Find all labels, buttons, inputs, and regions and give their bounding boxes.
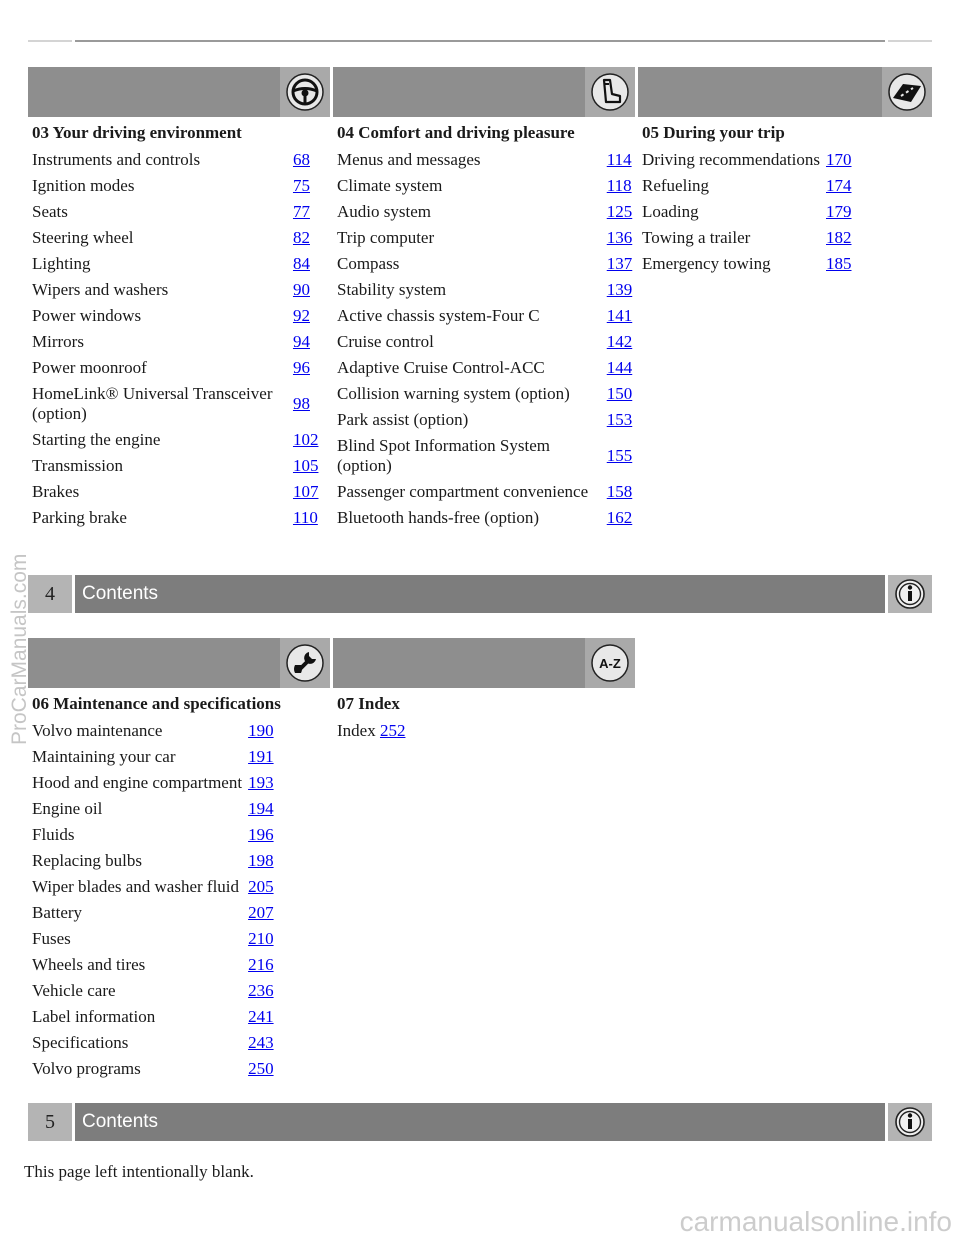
chapter-05-toc <box>642 147 852 277</box>
toc-page-link[interactable]: 241 <box>248 1007 274 1026</box>
toc-page-cell <box>607 173 633 199</box>
toc-page-link[interactable]: 102 <box>292 430 319 449</box>
toc-page-cell <box>293 277 328 303</box>
toc-row <box>32 303 328 329</box>
toc-row <box>32 796 274 822</box>
page-number: 5 <box>28 1103 72 1141</box>
toc-page-link[interactable]: 84 <box>292 254 310 273</box>
toc-row <box>32 822 274 848</box>
toc-entry-title: Fuses <box>32 929 71 948</box>
toc-entry-title: Ignition modes <box>32 176 135 195</box>
toc-row <box>337 303 633 329</box>
toc-entry-title: Passenger compartment convenience <box>337 482 589 501</box>
toc-page-link[interactable]: 141 <box>606 306 633 325</box>
road-icon <box>887 72 927 112</box>
toc-page-cell <box>607 251 633 277</box>
toc-page-cell <box>293 427 328 453</box>
toc-row <box>337 225 633 251</box>
section-label: Contents <box>75 1103 885 1141</box>
toc-row <box>642 173 852 199</box>
toc-entry-title: Collision warning system (option) <box>337 384 570 403</box>
toc-page-link[interactable]: 75 <box>292 176 310 195</box>
chapter-05-title: 05 During your trip <box>642 123 785 142</box>
toc-row <box>32 926 274 952</box>
toc-entry-title: Steering wheel <box>32 228 134 247</box>
toc-page-cell <box>607 303 633 329</box>
toc-page-cell <box>248 822 274 848</box>
toc-row <box>642 251 852 277</box>
toc-page-cell <box>607 277 633 303</box>
toc-page-cell <box>293 505 328 531</box>
toc-page-link[interactable]: 205 <box>248 877 274 896</box>
side-watermark: ProCarManuals.com <box>8 553 31 745</box>
toc-page-cell <box>293 355 328 381</box>
toc-page-cell <box>607 147 633 173</box>
toc-page-cell <box>607 225 633 251</box>
toc-row <box>337 277 633 303</box>
toc-page-link[interactable]: 118 <box>606 176 632 195</box>
toc-page-link[interactable]: 136 <box>606 228 633 247</box>
toc-page-cell <box>293 199 328 225</box>
steering-wheel-icon <box>285 72 325 112</box>
toc-page-cell <box>826 199 852 225</box>
chapter-07-column <box>333 638 635 744</box>
toc-page-link[interactable]: 190 <box>248 721 274 740</box>
toc-entry-title: Mirrors <box>32 332 84 351</box>
toc-row <box>32 952 274 978</box>
toc-row <box>32 329 328 355</box>
toc-row <box>32 479 328 505</box>
toc-page-cell <box>826 173 852 199</box>
toc-page-cell <box>248 978 274 1004</box>
toc-entry-title: Power windows <box>32 306 142 325</box>
toc-entry-title: Lighting <box>32 254 91 273</box>
chapter-03-header <box>28 67 330 117</box>
toc-entry-title: Instruments and controls <box>32 150 201 169</box>
toc-page-cell <box>248 718 274 744</box>
toc-page-link[interactable]: 179 <box>826 202 852 221</box>
chapter-03-toc <box>32 147 328 531</box>
toc-page-link[interactable]: 153 <box>606 410 633 429</box>
toc-row <box>337 505 633 531</box>
toc-row <box>32 1004 274 1030</box>
toc-page-cell <box>607 355 633 381</box>
toc-row <box>32 900 274 926</box>
toc-page-link[interactable]: 105 <box>292 456 319 475</box>
top-rule <box>28 40 932 43</box>
page-number: 4 <box>28 575 72 613</box>
toc-entry-title: Towing a trailer <box>642 228 751 247</box>
info-icon <box>894 1106 926 1138</box>
toc-row <box>32 277 328 303</box>
toc-entry-title: Specifications <box>32 1033 129 1052</box>
bottom-watermark: carmanualsonline.info <box>679 1206 952 1237</box>
toc-row <box>32 453 328 479</box>
toc-row <box>642 225 852 251</box>
toc-row <box>337 199 633 225</box>
toc-row <box>337 433 633 479</box>
toc-page-cell <box>607 433 633 479</box>
toc-row <box>642 147 852 173</box>
toc-row <box>337 381 633 407</box>
toc-entry-title: Driving recommendations <box>642 150 820 169</box>
toc-entry-title: Active chassis system-Four C <box>337 306 540 325</box>
toc-page-cell <box>293 479 328 505</box>
toc-entry-title: HomeLink® Universal Transceiver (option) <box>32 384 273 423</box>
toc-row <box>337 329 633 355</box>
page-04-footer-bar <box>28 575 932 613</box>
toc-entry-title: Wheels and tires <box>32 955 146 974</box>
toc-page-link[interactable]: 150 <box>606 384 633 403</box>
toc-row <box>32 147 328 173</box>
toc-entry-title: Bluetooth hands-free (option) <box>337 508 540 527</box>
toc-entry-title: Stability system <box>337 280 447 299</box>
toc-page-cell <box>607 329 633 355</box>
toc-entry-title: Power moonroof <box>32 358 147 377</box>
toc-page-link[interactable]: 125 <box>606 202 633 221</box>
toc-entry-title: Volvo maintenance <box>32 721 163 740</box>
info-icon <box>894 578 926 610</box>
toc-page-link[interactable]: 191 <box>248 747 274 766</box>
chapter-06-header <box>28 638 330 688</box>
toc-entry-title: Cruise control <box>337 332 434 351</box>
toc-page-link[interactable]: 82 <box>292 228 310 247</box>
toc-entry-title: Refueling <box>642 176 710 195</box>
toc-row <box>32 874 274 900</box>
blank-page-note: This page left intentionally blank. <box>24 1162 254 1181</box>
toc-row <box>337 251 633 277</box>
chapter-07-header <box>333 638 635 688</box>
toc-row <box>32 427 328 453</box>
toc-page-cell <box>826 251 852 277</box>
toc-page-cell <box>293 225 328 251</box>
toc-page-link[interactable]: 216 <box>248 955 274 974</box>
toc-entry-title: Vehicle care <box>32 981 116 1000</box>
chapter-06-column <box>28 638 330 1082</box>
toc-row <box>32 978 274 1004</box>
chapter-06-toc <box>32 718 274 1082</box>
toc-page-cell <box>293 173 328 199</box>
toc-page-cell <box>248 848 274 874</box>
toc-entry-title: Blind Spot Information System (option) <box>337 436 550 475</box>
chapter-04-toc <box>337 147 633 531</box>
toc-page-cell <box>248 744 274 770</box>
toc-entry-title: Battery <box>32 903 83 922</box>
toc-entry-title: Engine oil <box>32 799 103 818</box>
svg-text:A-Z: A-Z <box>599 656 621 671</box>
toc-row <box>32 770 274 796</box>
index-label: Index <box>337 721 376 740</box>
toc-page-link[interactable]: 162 <box>606 508 633 527</box>
toc-row <box>642 199 852 225</box>
index-entry <box>333 718 635 744</box>
toc-page-cell <box>607 505 633 531</box>
index-page-link[interactable]: 252 <box>379 721 406 740</box>
toc-row <box>32 1056 274 1082</box>
toc-entry-title: Emergency towing <box>642 254 771 273</box>
chapter-05-column <box>638 67 932 277</box>
toc-row <box>337 173 633 199</box>
toc-page-cell <box>248 900 274 926</box>
toc-page-link[interactable]: 243 <box>248 1033 274 1052</box>
page-05-footer-bar <box>28 1103 932 1141</box>
toc-page-cell <box>293 303 328 329</box>
chapter-06-title: 06 Maintenance and specifications <box>32 694 281 713</box>
toc-entry-title: Climate system <box>337 176 443 195</box>
toc-entry-title: Fluids <box>32 825 75 844</box>
toc-page-link[interactable]: 98 <box>292 394 310 413</box>
toc-page-cell <box>248 1004 274 1030</box>
toc-row <box>32 1030 274 1056</box>
toc-page-link[interactable]: 170 <box>826 150 852 169</box>
toc-entry-title: Audio system <box>337 202 431 221</box>
chapter-03-title: 03 Your driving environment <box>32 123 242 142</box>
toc-page-cell <box>826 147 852 173</box>
toc-page-link[interactable]: 185 <box>826 254 852 273</box>
section-label: Contents <box>75 575 885 613</box>
toc-page-link[interactable]: 142 <box>606 332 633 351</box>
toc-page-link[interactable]: 194 <box>248 799 274 818</box>
toc-page-link[interactable]: 207 <box>248 903 274 922</box>
car-seat-icon <box>590 72 630 112</box>
toc-row <box>32 718 274 744</box>
toc-page-cell <box>248 770 274 796</box>
toc-page-cell <box>293 381 328 427</box>
toc-page-cell <box>607 479 633 505</box>
toc-page-cell <box>293 329 328 355</box>
toc-entry-title: Wipers and washers <box>32 280 169 299</box>
toc-page-cell <box>248 874 274 900</box>
toc-page-link[interactable]: 92 <box>292 306 310 325</box>
toc-row <box>337 147 633 173</box>
toc-page-link[interactable]: 139 <box>606 280 633 299</box>
toc-row <box>32 381 328 427</box>
toc-entry-title: Volvo programs <box>32 1059 141 1078</box>
toc-page-link[interactable]: 236 <box>248 981 274 1000</box>
toc-entry-title: Hood and engine compartment <box>32 773 243 792</box>
toc-page-cell <box>248 926 274 952</box>
toc-row <box>32 355 328 381</box>
toc-page-link[interactable]: 90 <box>292 280 310 299</box>
toc-page-link[interactable]: 96 <box>292 358 310 377</box>
toc-page-cell <box>826 225 852 251</box>
toc-entry-title: Parking brake <box>32 508 127 527</box>
toc-page-link[interactable]: 174 <box>826 176 852 195</box>
wrench-oil-icon <box>285 643 325 683</box>
toc-page-link[interactable]: 110 <box>292 508 318 527</box>
toc-page-link[interactable]: 155 <box>606 446 633 465</box>
chapter-04-column <box>333 67 635 531</box>
toc-entry-title: Loading <box>642 202 699 221</box>
toc-page-cell <box>607 381 633 407</box>
toc-page-cell <box>607 199 633 225</box>
toc-page-link[interactable]: 198 <box>248 851 274 870</box>
toc-page-cell <box>248 1030 274 1056</box>
toc-page-link[interactable]: 193 <box>248 773 274 792</box>
toc-row <box>32 173 328 199</box>
toc-page-link[interactable]: 68 <box>292 150 310 169</box>
toc-page-link[interactable]: 182 <box>826 228 852 247</box>
toc-row <box>337 407 633 433</box>
toc-entry-title: Replacing bulbs <box>32 851 143 870</box>
toc-page-cell <box>248 952 274 978</box>
toc-page-cell <box>293 251 328 277</box>
toc-row <box>32 251 328 277</box>
toc-entry-title: Starting the engine <box>32 430 161 449</box>
toc-entry-title: Adaptive Cruise Control-ACC <box>337 358 545 377</box>
chapter-04-title: 04 Comfort and driving pleasure <box>337 123 575 142</box>
toc-page-link[interactable]: 144 <box>606 358 633 377</box>
toc-entry-title: Maintaining your car <box>32 747 176 766</box>
toc-row <box>32 225 328 251</box>
toc-entry-title: Transmission <box>32 456 124 475</box>
toc-entry-title: Seats <box>32 202 68 221</box>
toc-page-cell <box>293 453 328 479</box>
toc-row <box>32 505 328 531</box>
chapter-04-header <box>333 67 635 117</box>
toc-page-link[interactable]: 158 <box>606 482 633 501</box>
toc-entry-title: Brakes <box>32 482 80 501</box>
toc-entry-title: Trip computer <box>337 228 435 247</box>
a-z-index-icon <box>590 643 630 683</box>
chapter-07-title: 07 Index <box>337 694 400 713</box>
toc-entry-title: Compass <box>337 254 400 273</box>
toc-page-cell <box>248 1056 274 1082</box>
toc-row <box>337 479 633 505</box>
toc-row <box>32 744 274 770</box>
toc-row <box>32 848 274 874</box>
toc-entry-title: Label information <box>32 1007 156 1026</box>
toc-page-cell <box>607 407 633 433</box>
toc-page-link[interactable]: 137 <box>606 254 633 273</box>
toc-page-link[interactable]: 196 <box>248 825 274 844</box>
toc-row <box>337 355 633 381</box>
toc-page-link[interactable]: 250 <box>248 1059 274 1078</box>
toc-page-link[interactable]: 114 <box>606 150 632 169</box>
toc-entry-title: Menus and messages <box>337 150 481 169</box>
toc-entry-title: Park assist (option) <box>337 410 469 429</box>
toc-page-link[interactable]: 210 <box>248 929 274 948</box>
toc-page-link[interactable]: 107 <box>292 482 319 501</box>
toc-row <box>32 199 328 225</box>
toc-page-link[interactable]: 94 <box>292 332 310 351</box>
toc-page-cell <box>293 147 328 173</box>
toc-entry-title: Wiper blades and washer fluid <box>32 877 240 896</box>
toc-page-link[interactable]: 77 <box>292 202 310 221</box>
chapter-03-column <box>28 67 330 531</box>
chapter-05-header <box>638 67 932 117</box>
toc-page-cell <box>248 796 274 822</box>
